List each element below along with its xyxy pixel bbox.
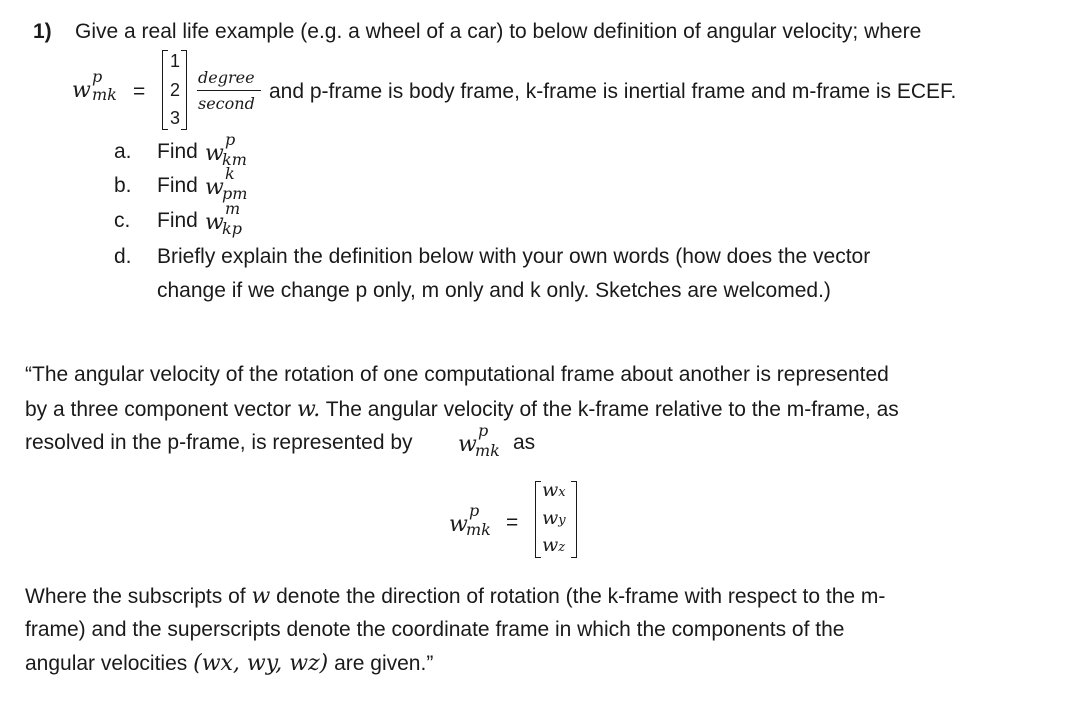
item-label: b. [114, 174, 132, 197]
closing-line3-b: are given.” [334, 652, 434, 675]
given-vector-1: 1 [170, 51, 181, 71]
closing-tuple: (wx, wy, wz) [193, 651, 329, 676]
item-symbol: w [205, 210, 224, 235]
item-subscript: kp [222, 219, 242, 238]
closing-line1-a: Where the subscripts of [25, 585, 246, 608]
item-symbol: w [205, 141, 224, 166]
definition-line3-a: resolved in the p-frame, is represented by [25, 431, 413, 454]
given-bracket-right [181, 50, 187, 130]
definition-w-symbol: w. [297, 397, 321, 422]
item-superscript: m [225, 199, 241, 218]
eq-symbol: w [449, 512, 468, 537]
item-subscript: km [222, 150, 247, 169]
given-subscript: mk [92, 85, 117, 104]
closing-line2: frame) and the superscripts denote the coordinate frame in which the components of the [25, 618, 845, 641]
closing-line1-b: denote the direction of rotation (the k-frame with respect to the m- [276, 585, 886, 608]
closing-w-symbol: w [251, 584, 271, 609]
definition-line3-symbol: w [458, 432, 477, 457]
unit-fraction-line [197, 90, 261, 91]
eq-component-z: wz [542, 534, 566, 556]
eq-component-x: wx [542, 479, 566, 501]
question-number: 1) [33, 20, 52, 43]
definition-line2-a: by a three component vector [25, 398, 292, 421]
definition-line2 [25, 397, 899, 422]
unit-numerator: degree [198, 68, 255, 87]
item-superscript: k [225, 164, 235, 183]
eq-subscript: mk [466, 520, 491, 539]
definition-line2-b: The angular velocity of the k-frame relative to the m-frame, as [325, 398, 899, 421]
eq-bracket-left [535, 481, 541, 558]
closing-line1 [25, 584, 885, 609]
eq-superscript: p [469, 501, 480, 520]
definition-line3-b: as [513, 431, 536, 454]
eq-bracket-right [571, 481, 577, 558]
given-bracket-left [162, 50, 168, 130]
item-label: a. [114, 140, 132, 163]
item-subscript: pm [222, 184, 248, 203]
closing-line3 [25, 651, 433, 676]
unit-denominator: second [198, 94, 255, 113]
definition-line3-sup: p [478, 421, 489, 440]
closing-line3-a: angular velocities [25, 652, 188, 675]
eq-equals: = [506, 511, 519, 534]
item-label: d. [114, 245, 132, 268]
given-equals: = [133, 80, 146, 103]
definition-line3-sub: mk [475, 441, 500, 460]
given-vector-2: 2 [170, 80, 181, 100]
eq-component-y: wy [542, 507, 566, 529]
definition-line1: “The angular velocity of the rotation of one computational frame about another is represented [25, 363, 889, 386]
question-prompt: Give a real life example (e.g. a wheel of a car) to below definition of angular velocity; where [75, 20, 922, 43]
given-vector-3: 3 [170, 108, 181, 128]
item-text: Find [157, 140, 198, 163]
frames-text: and p-frame is body frame, k-frame is inertial frame and m-frame is ECEF. [269, 80, 957, 103]
item-line2: change if we change p only, m only and k only. Sketches are welcomed.) [157, 279, 831, 302]
item-label: c. [114, 209, 131, 232]
item-superscript: p [225, 130, 236, 149]
item-text: Find [157, 174, 198, 197]
given-symbol: w [72, 78, 91, 103]
given-superscript: p [92, 67, 103, 86]
item-symbol: w [205, 175, 224, 200]
item-line1: Briefly explain the definition below with your own words (how does the vector [157, 245, 871, 268]
item-text: Find [157, 209, 198, 232]
